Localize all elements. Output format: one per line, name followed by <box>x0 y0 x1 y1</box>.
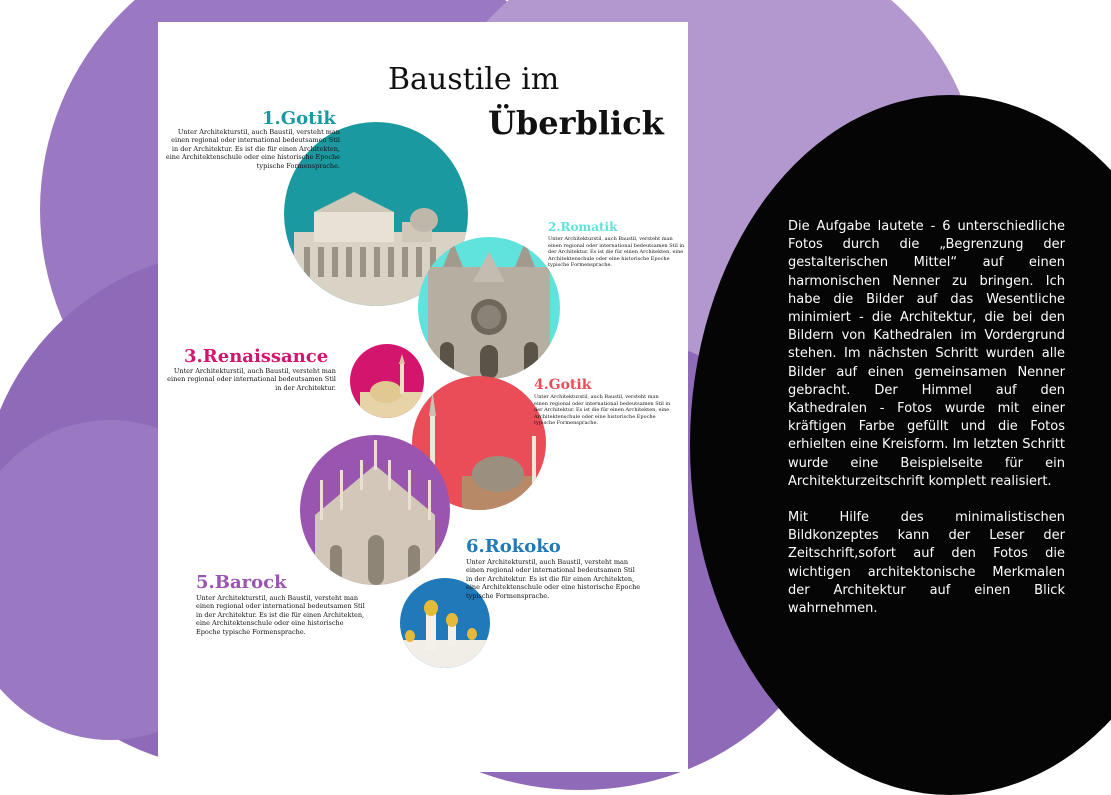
section-heading-barock: 5.Barock <box>196 572 287 593</box>
section-heading-rokoko: 6.Rokoko <box>466 536 561 557</box>
section-text-barock: Unter Architekturstil, auch Baustil, versteht man einen regional oder international bedeutsamen Stil in der Architektur. Es ist die für einen Architekten, eine Architektenschule oder eine historische Epoche typische Formensprache. <box>196 594 365 636</box>
photo-barock-cathedral <box>300 435 450 585</box>
section-heading-romanik: 2.Romatik <box>548 220 618 234</box>
page-title-line2: Überblick <box>488 104 664 142</box>
cathedral-illustration <box>300 435 450 585</box>
description-paragraph-1: Die Aufgabe lautete - 6 unterschiedliche Fotos durch die „Begrenzung der gestalterischen Mittel“ auf einen harmonischen Nenner zu bringen. Ich habe die Bilder auf das Wesentliche minimiert - die Architektur, die bei den Bildern von Kathedralen im Vordergrund stehen. Im nächsten Schritt wurden alle Bilder auf einen gemeinsamen Nenner gebracht. Der Himmel auf den Kathedralen - Fotos wurde mit einer kräftigen Farbe gefüllt und die Fotos erhielten eine Kreisform. Im letzten Schritt wurde eine Beispielseite für ein Architekturzeitschrift komplett realisiert. <box>788 219 1065 489</box>
section-text-renaissance: Unter Architekturstil, auch Baustil, versteht man einen regional oder international bedeutsamen Stil in der Architektur. <box>167 367 336 392</box>
section-text-rokoko: Unter Architekturstil, auch Baustil, versteht man einen regional oder international bedeutsamen Stil in der Architektur. Es ist die für einen Architekten, eine Architektenschule oder eine historische Epoche typische Formensprache. <box>466 558 641 600</box>
section-text-gotik-1: Unter Architekturstil, auch Baustil, versteht man einen regional oder international bedeutsamen Stil in der Architektur. Es ist die für einen Architekten, eine Architektenschule oder eine historische Epoche typische Formensprache. <box>165 128 340 170</box>
photo-romanik-cathedral <box>418 237 560 379</box>
section-heading-gotik-4: 4.Gotik <box>534 377 592 393</box>
magazine-page <box>158 22 688 772</box>
section-text-gotik-4: Unter Architekturstil, auch Baustil, versteht man einen regional oder international bedeutsamen Stil in der Architektur. Es ist die für einen Architekten, eine Architektenschule oder eine historische Epoche typische Formensprache. <box>534 394 671 426</box>
section-text-romanik: Unter Architekturstil, auch Baustil, versteht man einen regional oder international bedeutsamen Stil in der Architektur. Es ist die für einen Architekten, eine Architektenschule oder eine historische Epoche typische Formensprache. <box>548 236 685 268</box>
section-heading-renaissance: 3.Renaissance <box>184 346 329 367</box>
section-heading-gotik-1: 1.Gotik <box>262 108 336 129</box>
description-text <box>788 218 1065 636</box>
page-title-line1: Baustile im <box>388 62 560 97</box>
description-paragraph-2: Mit Hilfe des minimalistischen Bildkonzeptes kann der Leser der Zeitschrift,sofort auf den Fotos die wichtigen architektonische Merkmalen der Architektur auf einen Blick wahrnehmen. <box>788 510 1065 617</box>
cathedral-illustration <box>418 237 560 379</box>
